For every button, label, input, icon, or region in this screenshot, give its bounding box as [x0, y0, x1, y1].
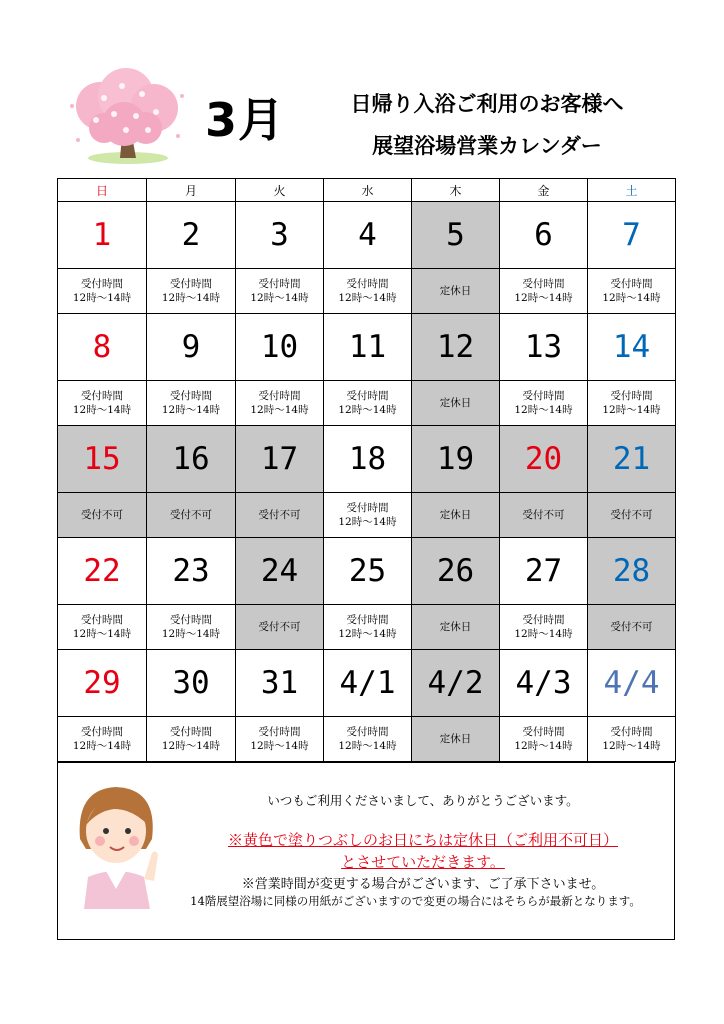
hours-time: 12時～14時 — [161, 404, 221, 416]
hours-label: 受付時間 — [346, 278, 389, 290]
date-cell: 4/3 — [500, 650, 588, 717]
hours-time: 12時～14時 — [338, 292, 397, 304]
date-row — [58, 314, 676, 381]
hours-label: 受付時間 — [258, 278, 301, 290]
hours-time: 12時～14時 — [338, 516, 397, 528]
date-cell: 10 — [236, 314, 324, 381]
date-cell: 3 — [236, 202, 324, 269]
hours-time: 12時～14時 — [161, 740, 221, 752]
hours-time: 12時～14時 — [514, 740, 573, 752]
hours-time: 12時～14時 — [514, 404, 573, 416]
page-title-line2: 展望浴場営業カレンダー — [372, 134, 602, 158]
hours-time: 12時～14時 — [250, 292, 309, 304]
hours-label: 受付時間 — [81, 390, 123, 402]
date-cell: 4/1 — [324, 650, 412, 717]
hours-label: 受付時間 — [522, 726, 565, 738]
date-cell: 18 — [324, 426, 412, 493]
closed-day-cell: 定休日 — [412, 381, 500, 426]
date-cell: 9 — [147, 314, 236, 381]
hours-time: 12時～14時 — [514, 292, 573, 304]
unavailable-cell: 受付不可 — [588, 605, 676, 650]
status-row — [58, 493, 676, 538]
hours-label: 受付時間 — [81, 614, 123, 626]
hours-label: 受付時間 — [346, 614, 389, 626]
hours-cell — [147, 605, 236, 650]
date-cell: 23 — [147, 538, 236, 605]
closed-day-cell: 定休日 — [412, 605, 500, 650]
hours-cell — [236, 717, 324, 762]
weekday-sat: 土 — [588, 179, 676, 202]
hours-cell — [147, 269, 236, 314]
date-cell: 11 — [324, 314, 412, 381]
hours-label: 受付時間 — [170, 614, 212, 626]
hours-label: 受付時間 — [170, 726, 212, 738]
hours-label: 受付時間 — [610, 278, 653, 290]
page-title-line1: 日帰り入浴ご利用のお客様へ — [350, 92, 624, 116]
date-row — [58, 650, 676, 717]
unavailable-cell: 受付不可 — [147, 493, 236, 538]
hours-time: 12時～14時 — [338, 740, 397, 752]
hours-label: 受付時間 — [81, 726, 123, 738]
hours-label: 受付時間 — [610, 390, 653, 402]
date-cell: 27 — [500, 538, 588, 605]
hours-time: 12時～14時 — [602, 292, 661, 304]
weekday-tue: 火 — [236, 179, 324, 202]
date-cell: 7 — [588, 202, 676, 269]
closed-day-cell: 定休日 — [412, 493, 500, 538]
hours-label: 受付時間 — [346, 390, 389, 402]
hours-time: 12時～14時 — [72, 740, 132, 752]
date-cell: 31 — [236, 650, 324, 717]
hours-label: 受付時間 — [522, 614, 565, 626]
date-cell: 30 — [147, 650, 236, 717]
date-cell: 8 — [58, 314, 147, 381]
date-cell: 12 — [412, 314, 500, 381]
date-cell: 13 — [500, 314, 588, 381]
notice-closed-days — [178, 829, 668, 873]
hours-cell — [324, 493, 412, 538]
weekday-mon: 月 — [147, 179, 236, 202]
hours-label: 受付時間 — [610, 726, 653, 738]
hours-cell — [58, 605, 147, 650]
hours-cell — [588, 381, 676, 426]
status-row — [58, 605, 676, 650]
notice-hours-change: ※営業時間が変更する場合がございます、ご了承下さいませ。 — [241, 877, 605, 892]
hours-time: 12時～14時 — [514, 628, 573, 640]
hours-time: 12時～14時 — [72, 292, 132, 304]
hours-cell — [500, 381, 588, 426]
business-calendar — [57, 178, 676, 762]
hours-time: 12時～14時 — [161, 292, 221, 304]
hours-label: 受付時間 — [258, 726, 301, 738]
hours-cell — [147, 381, 236, 426]
hours-label: 受付時間 — [522, 390, 565, 402]
date-cell: 19 — [412, 426, 500, 493]
date-cell: 14 — [588, 314, 676, 381]
closed-day-cell: 定休日 — [412, 269, 500, 314]
status-row — [58, 269, 676, 314]
date-cell: 25 — [324, 538, 412, 605]
hours-cell — [324, 605, 412, 650]
hours-time: 12時～14時 — [602, 740, 661, 752]
hours-label: 受付時間 — [346, 502, 389, 514]
hours-cell — [324, 381, 412, 426]
hours-cell — [58, 717, 147, 762]
notice-closed-line2: とさせていただきます。 — [341, 853, 505, 871]
notice-closed-line1: ※黄色で塗りつぶしのお日にちは定休日（ご利用不可日） — [227, 831, 618, 849]
weekday-sun: 日 — [58, 179, 147, 202]
date-cell: 16 — [147, 426, 236, 493]
hours-time: 12時～14時 — [602, 404, 661, 416]
date-cell: 28 — [588, 538, 676, 605]
hours-label: 受付時間 — [346, 726, 389, 738]
hours-cell — [324, 717, 412, 762]
date-cell: 29 — [58, 650, 147, 717]
hours-cell — [324, 269, 412, 314]
staff-woman-icon — [66, 779, 166, 909]
unavailable-cell: 受付不可 — [236, 493, 324, 538]
date-cell: 22 — [58, 538, 147, 605]
date-cell: 21 — [588, 426, 676, 493]
hours-label: 受付時間 — [522, 278, 565, 290]
hours-cell — [500, 717, 588, 762]
status-row — [58, 381, 676, 426]
hours-cell — [588, 717, 676, 762]
hours-cell — [58, 269, 147, 314]
date-row — [58, 202, 676, 269]
date-cell: 1 — [58, 202, 147, 269]
hours-time: 12時～14時 — [72, 404, 132, 416]
date-cell: 4/4 — [588, 650, 676, 717]
unavailable-cell: 受付不可 — [500, 493, 588, 538]
date-cell: 2 — [147, 202, 236, 269]
cherry-blossom-tree-icon — [64, 66, 190, 166]
status-row — [58, 717, 676, 762]
hours-time: 12時～14時 — [338, 404, 397, 416]
unavailable-cell: 受付不可 — [588, 493, 676, 538]
date-cell: 24 — [236, 538, 324, 605]
date-cell: 4 — [324, 202, 412, 269]
hours-cell — [588, 269, 676, 314]
hours-label: 受付時間 — [170, 390, 212, 402]
date-cell: 5 — [412, 202, 500, 269]
hours-time: 12時～14時 — [338, 628, 397, 640]
hours-label: 受付時間 — [81, 278, 123, 290]
hours-label: 受付時間 — [258, 390, 301, 402]
date-row — [58, 426, 676, 493]
notice-box — [57, 762, 675, 940]
closed-day-cell: 定休日 — [412, 717, 500, 762]
date-cell: 26 — [412, 538, 500, 605]
hours-time: 12時～14時 — [250, 404, 309, 416]
hours-time: 12時～14時 — [72, 628, 132, 640]
date-row — [58, 538, 676, 605]
hours-cell — [236, 269, 324, 314]
date-cell: 17 — [236, 426, 324, 493]
unavailable-cell: 受付不可 — [236, 605, 324, 650]
hours-cell — [147, 717, 236, 762]
hours-time: 12時～14時 — [161, 628, 221, 640]
date-cell: 15 — [58, 426, 147, 493]
hours-time: 12時～14時 — [250, 740, 309, 752]
hours-cell — [500, 605, 588, 650]
weekday-fri: 金 — [500, 179, 588, 202]
hours-cell — [58, 381, 147, 426]
notice-latest-info: 14階展望浴場に同様の用紙がございますので変更の場合にはそちらが最新となります。 — [190, 894, 641, 908]
weekday-header-row — [58, 179, 676, 202]
unavailable-cell: 受付不可 — [58, 493, 147, 538]
notice-thanks: いつもご利用くださいまして、ありがとうございます。 — [267, 793, 579, 808]
weekday-thu: 木 — [412, 179, 500, 202]
date-cell: 4/2 — [412, 650, 500, 717]
hours-cell — [236, 381, 324, 426]
hours-label: 受付時間 — [170, 278, 212, 290]
date-cell: 20 — [500, 426, 588, 493]
hours-cell — [500, 269, 588, 314]
weekday-wed: 水 — [324, 179, 412, 202]
month-title: 3月 — [205, 93, 286, 147]
date-cell: 6 — [500, 202, 588, 269]
